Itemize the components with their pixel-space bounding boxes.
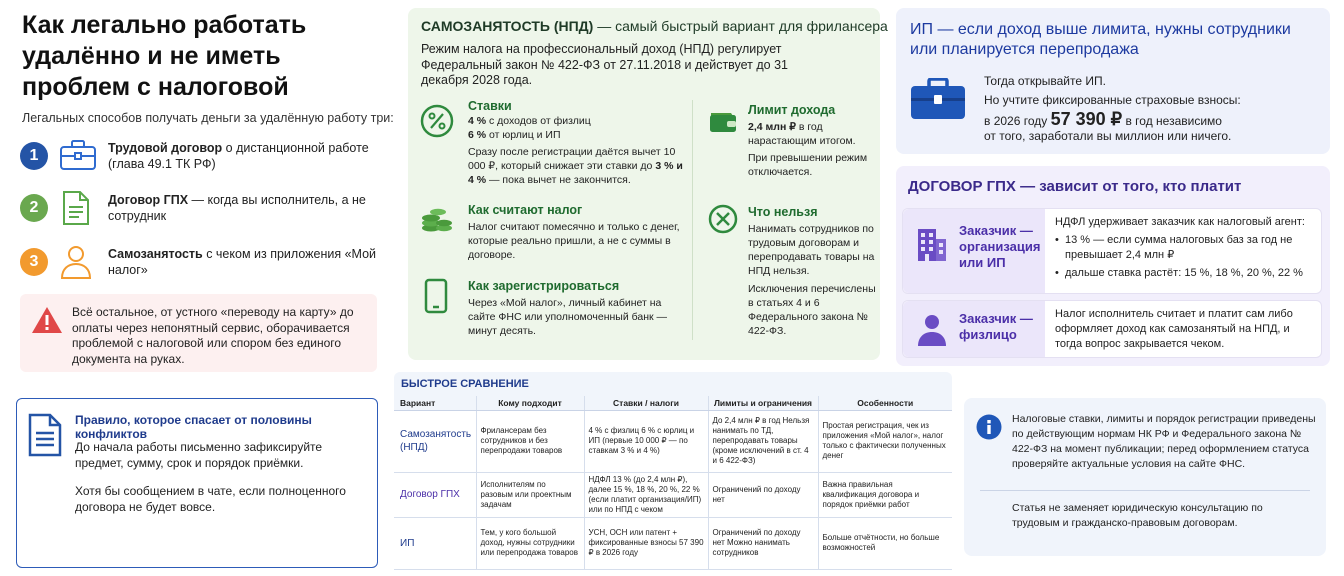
percent-icon <box>420 104 454 138</box>
table-cell: Больше отчётности, но больше возможностей <box>818 517 952 569</box>
table-row <box>394 472 952 517</box>
income-limit-block: Лимит дохода 2,4 млн ₽ в год нарастающим итогом. При превышении режим отключается. <box>748 103 868 178</box>
registration-block: Как зарегистрироваться Через «Мой налог», личный кабинет на сайте ФНС или уполномоченный банк — минут десять. <box>468 279 668 337</box>
rule-title: Правило, которое спасает от половины конфликтов <box>75 413 312 441</box>
page-title: Как легально работать удалённо и не иметь проблем с налоговой <box>22 11 307 101</box>
info-note <box>964 398 1326 556</box>
table-cell: Самозанятость (НПД) <box>394 410 476 472</box>
ip-line: Тогда открывайте ИП. <box>984 74 1106 88</box>
gph-card-individual <box>902 300 1322 358</box>
ip-panel <box>896 8 1330 154</box>
gph-heading: ДОГОВОР ГПХ — зависит от того, кто платит <box>908 178 1242 195</box>
intro-text: Легальных способов получать деньги за удалённую работу три: <box>22 111 394 125</box>
ban-icon <box>708 204 738 234</box>
restrictions-block: Что нельзя Нанимать сотрудников по трудовым договорам и перепродавать товары на НПД нельзя. Исключения перечислены в статьях 4 и 6 Федерального закона № 422-ФЗ. <box>748 205 876 337</box>
phone-icon <box>424 278 448 314</box>
ip-line: от того, заработали вы миллион или ничего. <box>984 129 1232 143</box>
way-employment <box>20 138 390 182</box>
comparison-table <box>394 372 952 570</box>
way-text: Трудовой договор о дистанционной работе (глава 49.1 ТК РФ) <box>108 141 369 171</box>
npd-heading: САМОЗАНЯТОСТЬ (НПД) — самый быстрый вариант для фрилансера <box>421 18 888 34</box>
briefcase-icon <box>910 78 966 120</box>
disclaimer-text: Статья не заменяет юридическую консультацию по трудовым и гражданско-правовым договорам. <box>1012 502 1263 529</box>
column-header: Особенности <box>818 396 952 410</box>
table-cell: Ограничений по доходу нет Можно нанимать сотрудников <box>708 517 818 569</box>
warning-icon <box>31 306 63 334</box>
way-gph <box>20 190 390 234</box>
building-icon <box>915 225 949 263</box>
way-number: 1 <box>20 142 48 170</box>
ip-fee-line: в 2026 году 57 390 ₽ в год независимо <box>984 109 1222 129</box>
ip-line: Но учтите фиксированные страховые взносы: <box>984 93 1241 107</box>
table-row <box>394 410 952 472</box>
table-cell: НДФЛ 13 % (до 2,4 млн ₽), далее 15 %, 18 %, 20 %, 22 % (если платит организация/ИП) или по НПД с чеком <box>584 472 708 517</box>
tax-count-block: Как считают налог Налог считают помесячно и только с денег, которые реально пришли, а не с суммы в договоре. <box>468 203 680 261</box>
table-cell: Ограничений по доходу нет <box>708 472 818 517</box>
divider <box>980 490 1310 491</box>
person-icon <box>58 244 114 280</box>
npd-panel <box>408 8 888 360</box>
rule-text: До начала работы письменно зафиксируйте предмет, сумму, срок и порядок приёмки. <box>75 440 323 470</box>
person-icon <box>915 313 949 347</box>
table-cell: Простая регистрация, чек из приложения «Мой налог», налог только с фактически полученных денег <box>818 410 952 472</box>
table-cell: Исполнителям по разовым или проектным задачам <box>476 472 584 517</box>
gph-panel <box>896 166 1330 366</box>
table-row <box>394 517 952 569</box>
table-cell: Важна правильная квалификация договора и порядок приёмки работ <box>818 472 952 517</box>
column-header: Ставки / налоги <box>584 396 708 410</box>
card-label: Заказчик — организация или ИП <box>903 209 1045 293</box>
gph-card-organization <box>902 208 1322 294</box>
info-text: Налоговые ставки, лимиты и порядок регистрации приведены по действующим нормам НК РФ и Федерального закона № 422-ФЗ на момент публикации; перед оформлением статуса проверяйте актуальные условия на сайте ФНС. <box>1012 413 1316 470</box>
column-header: Кому подходит <box>476 396 584 410</box>
warning-box <box>20 294 377 372</box>
table-header-row <box>394 396 952 410</box>
column-header: Вариант <box>394 396 476 410</box>
warning-text: Всё остальное, от устного «переводу на карту» до оплаты через непонятный сервис, оборачивается проблемой с налоговой или спором без единого документа на руках. <box>72 305 354 366</box>
card-text: НДФЛ удерживает заказчик как налоговый агент: • 13 % — если сумма налоговых баз за год не превышает 2,4 млн ₽ • дальше ставка растёт: 15 %, 18 %, 20 %, 22 % <box>1055 216 1305 279</box>
rule-note: Хотя бы сообщением в чате, если полноценного договора не будет вовсе. <box>75 484 346 514</box>
table-cell: Договор ГПХ <box>394 472 476 517</box>
divider <box>692 100 693 340</box>
info-icon <box>976 414 1002 440</box>
ip-heading: ИП — если доход выше лимита, нужны сотрудники или планируется перепродажа <box>910 21 1291 58</box>
table-cell: 4 % с физлиц 6 % с юрлиц и ИП (первые 10 000 ₽ — по ставкам 3 % и 4 %) <box>584 410 708 472</box>
way-selfemployed <box>20 244 390 288</box>
card-text: Налог исполнитель считает и платит сам либо оформляет доход как самозанятый на НПД, и тогда вопрос закрывается чеком. <box>1055 308 1293 350</box>
table-cell: До 2,4 млн ₽ в год Нельзя нанимать по ТД, перепродавать товары (кроме исключений в ст. 4 и 6 422-ФЗ) <box>708 410 818 472</box>
table-cell: ИП <box>394 517 476 569</box>
card-label: Заказчик — физлицо <box>903 301 1045 357</box>
table-cell: УСН, ОСН или патент + фиксированные взносы 57 390 ₽ в 2026 году <box>584 517 708 569</box>
way-number: 2 <box>20 194 48 222</box>
coins-icon <box>420 204 454 234</box>
way-number: 3 <box>20 248 48 276</box>
wallet-icon <box>708 108 738 134</box>
way-text: Договор ГПХ — когда вы исполнитель, а не сотрудник <box>108 193 366 223</box>
briefcase-icon <box>58 138 114 174</box>
way-text: Самозанятость с чеком из приложения «Мой налог» <box>108 247 377 277</box>
document-lines-icon <box>27 413 63 457</box>
npd-description: Режим налога на профессиональный доход (НПД) регулирует Федеральный закон № 422-ФЗ от 27.11.2018 и действует до 31 декабря 2028 года. <box>421 42 788 87</box>
table-title: БЫСТРОЕ СРАВНЕНИЕ <box>401 378 529 390</box>
rates-block: Ставки 4 % с доходов от физлиц 6 % от юрлиц и ИП Сразу после регистрации даётся вычет 10 000 ₽, который снижает эти ставки до 3 % и 4 % — пока вычет не закончится. <box>468 99 683 186</box>
column-header: Лимиты и ограничения <box>708 396 818 410</box>
table-cell: Фрилансерам без сотрудников и без перепродажи товаров <box>476 410 584 472</box>
table-cell: Тем, у кого большой доход, нужны сотрудники или перепродажа товаров <box>476 517 584 569</box>
rule-box <box>16 398 378 568</box>
document-icon <box>58 190 114 226</box>
